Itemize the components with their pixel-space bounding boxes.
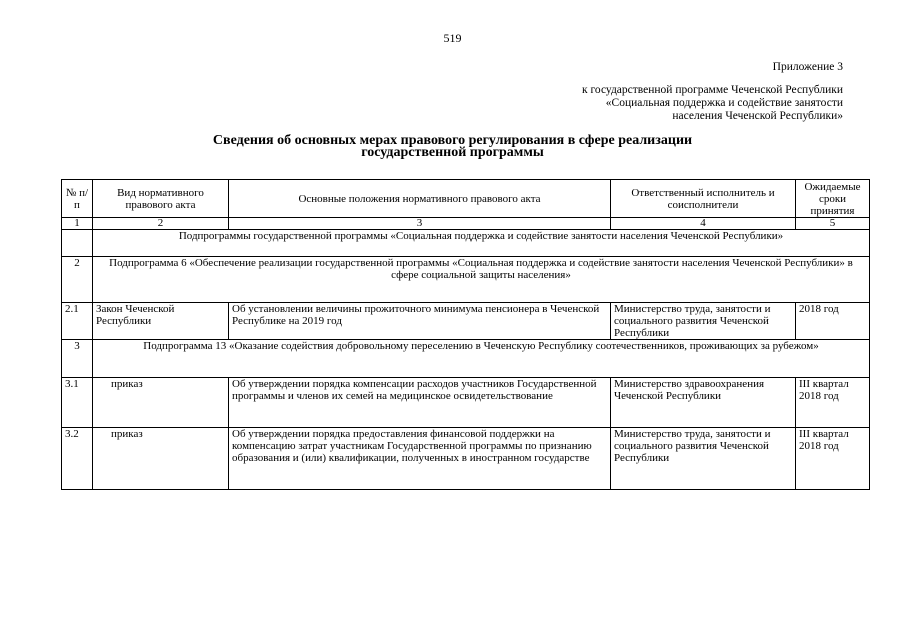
act-executor: Министерство труда, занятости и социального развития Чеченской Республики [611,303,796,340]
appendix-subtitle [582,84,843,123]
subprogram-row [62,340,870,378]
column-header-provisions: Основные положения нормативного правового акта [229,180,611,218]
act-executor: Министерство труда, занятости и социального развития Чеченской Республики [611,428,796,490]
act-deadline: III квартал 2018 год [796,378,870,428]
act-type: приказ [93,378,229,428]
subprogram-title: Подпрограмма 6 «Обеспечение реализации государственной программы «Социальная поддержка и содействие занятости населения Чеченской Республики» в сфере социальной защиты населения» [93,257,870,303]
section-title-row [62,230,870,257]
table-header-row [62,180,870,218]
subprogram-number: 3 [62,340,93,378]
table-row [62,428,870,490]
page-number: 519 [443,31,462,45]
column-header-number: № п/п [62,180,93,218]
measures-table [61,179,870,490]
act-deadline: 2018 год [796,303,870,340]
appendix-line: «Социальная поддержка и содействие занятости [605,97,843,109]
act-deadline: III квартал 2018 год [796,428,870,490]
column-number: 5 [796,218,870,230]
act-type: Закон Чеченской Республики [93,303,229,340]
column-number: 2 [93,218,229,230]
act-type: приказ [93,428,229,490]
appendix-line: населения Чеченской Республики» [672,110,843,122]
act-executor: Министерство здравоохранения Чеченской Республики [611,378,796,428]
section-title-empty-cell [62,230,93,257]
subprogram-number: 2 [62,257,93,303]
act-provisions: Об установлении величины прожиточного минимума пенсионера в Чеченской Республике на 2019 год [229,303,611,340]
column-number: 4 [611,218,796,230]
appendix-line: к государственной программе Чеченской Республики [582,84,843,96]
subprogram-row [62,257,870,303]
column-header-deadline: Ожидаемые сроки принятия [796,180,870,218]
document-title [150,135,755,159]
document-title-line: Сведения об основных мерах правового регулирования в сфере реализации [212,133,693,148]
appendix-title: Приложение 3 [772,61,843,73]
act-provisions: Об утверждении порядка компенсации расходов участников Государственной программы и членов их семей на медицинское освидетельствование [229,378,611,428]
column-number: 1 [62,218,93,230]
section-title: Подпрограммы государственной программы «Социальная поддержка и содействие занятости населения Чеченской Республики» [93,230,870,257]
subprogram-title: Подпрограмма 13 «Оказание содействия добровольному переселению в Чеченскую Республику соотечественников, проживающих за рубежом» [93,340,870,378]
document-title-line: государственной программы [361,145,544,160]
column-numbers-row [62,218,870,230]
row-number: 2.1 [62,303,93,340]
column-number: 3 [229,218,611,230]
act-provisions: Об утверждении порядка предоставления финансовой поддержки на компенсацию затрат участникам Государственной программы по признанию образования и (или) квалификации, полученных в иностранном государстве [229,428,611,490]
row-number: 3.1 [62,378,93,428]
column-header-executor: Ответственный исполнитель и соисполнители [611,180,796,218]
column-header-act-type: Вид нормативного правового акта [93,180,229,218]
row-number: 3.2 [62,428,93,490]
table-row [62,303,870,340]
table-row [62,378,870,428]
